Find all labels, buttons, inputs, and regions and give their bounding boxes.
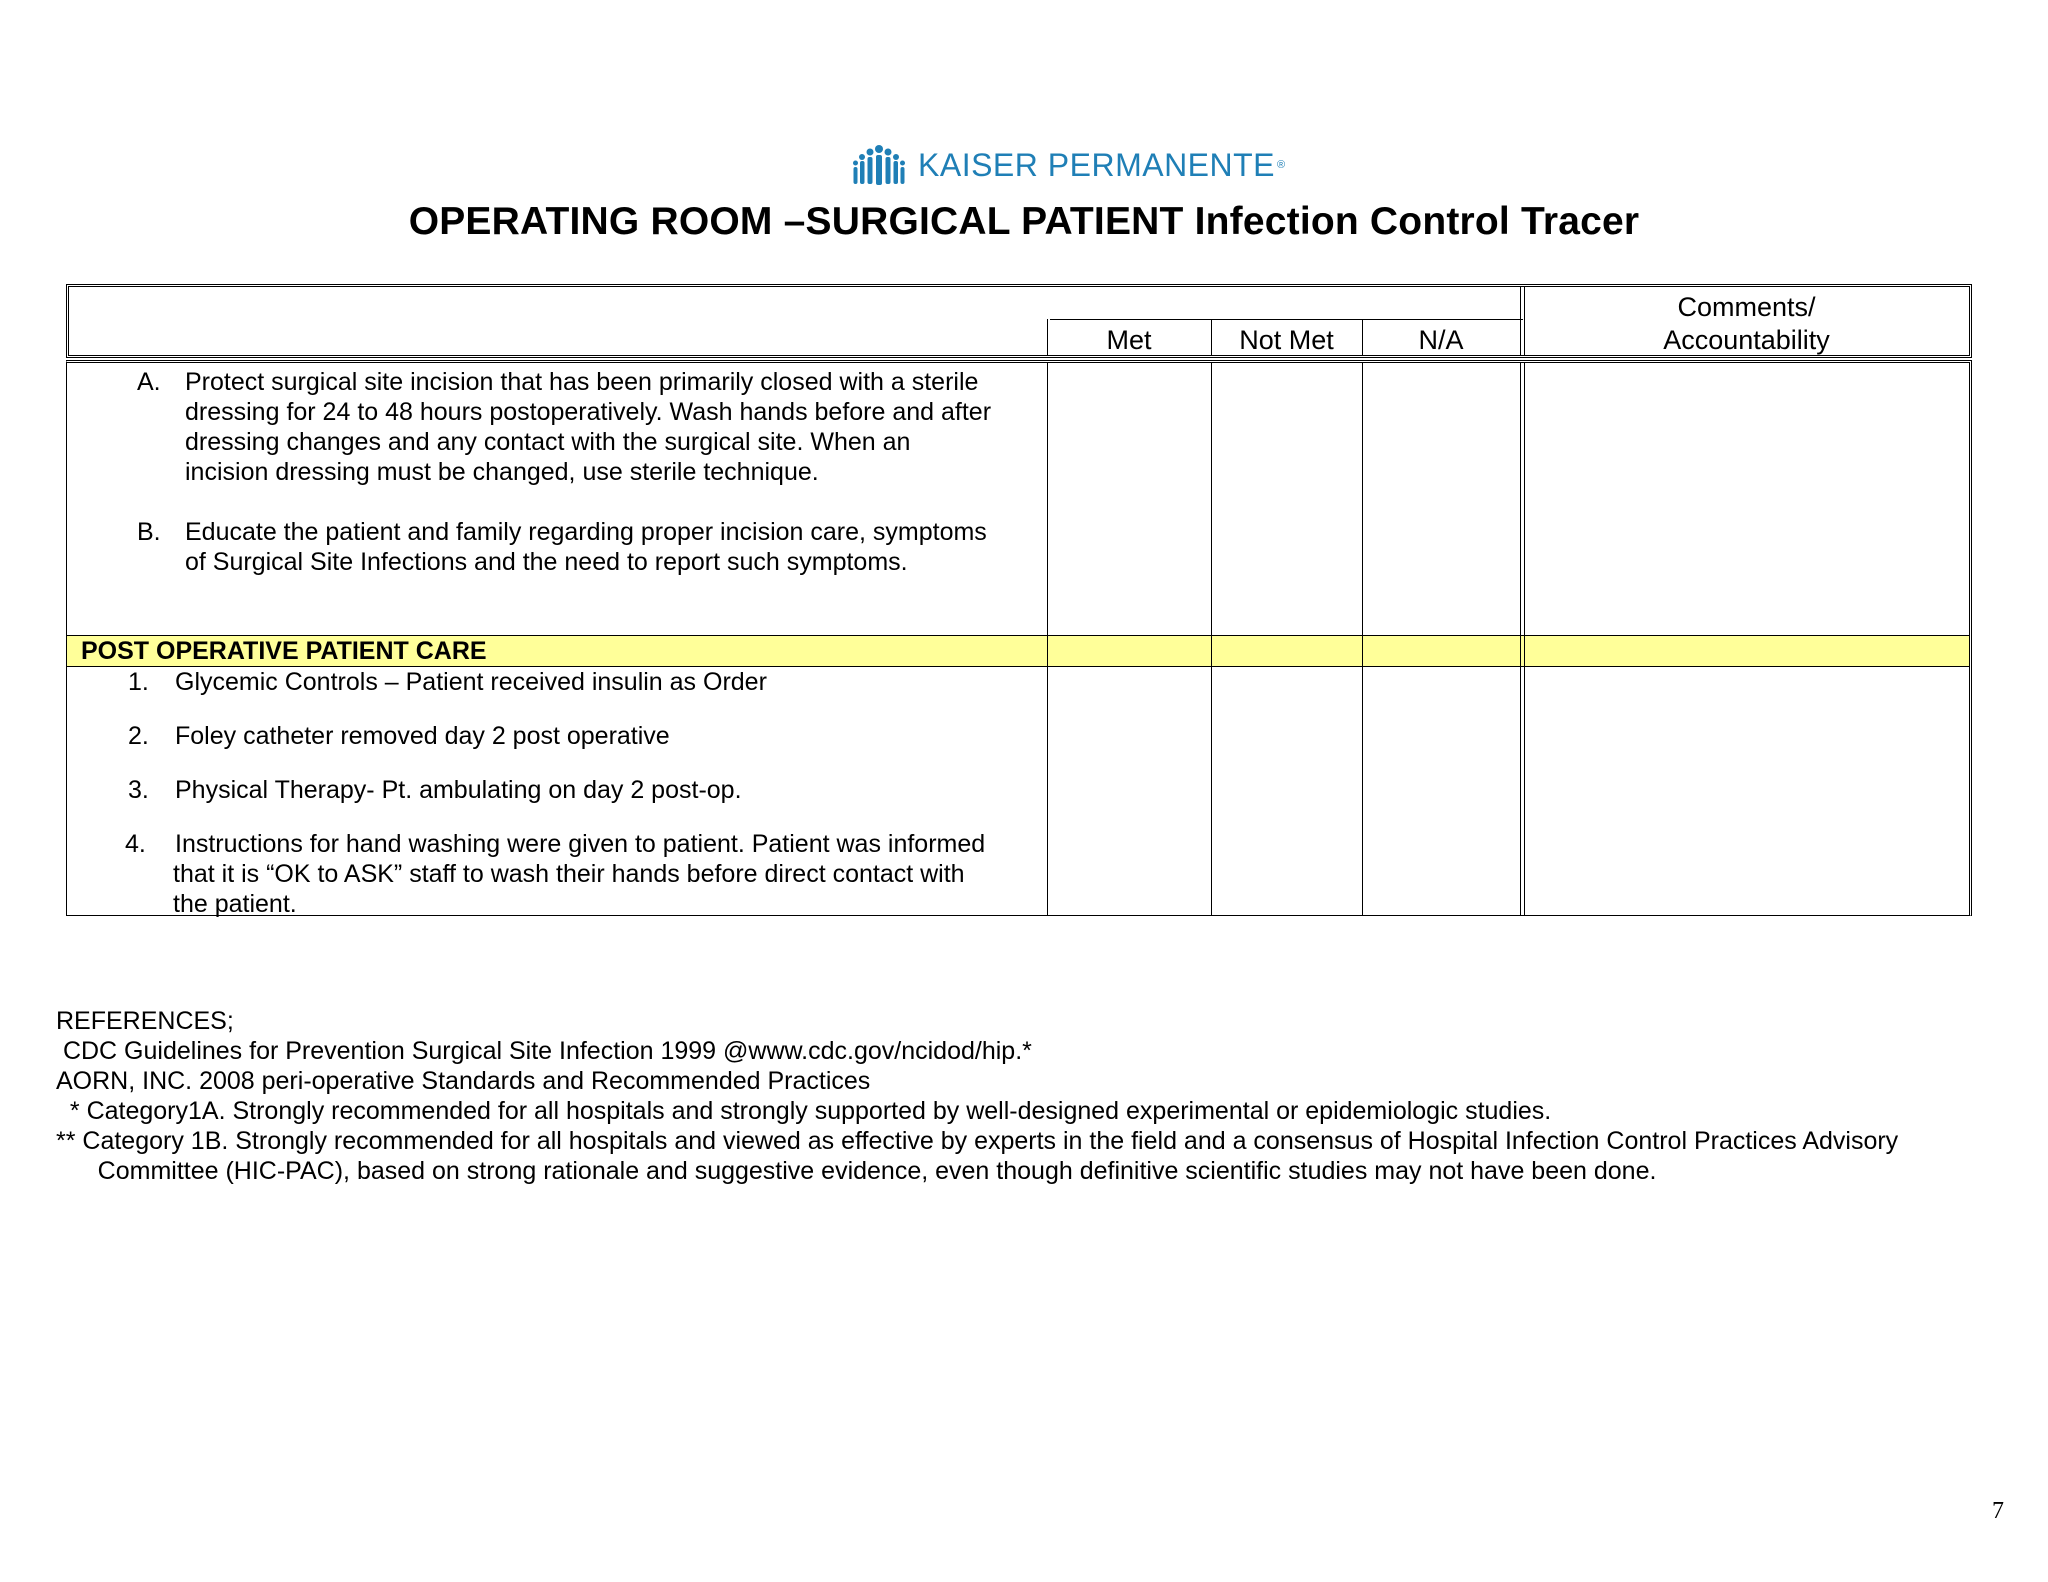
logo-registered-mark: ® [1277,159,1286,171]
references [56,1006,1898,1186]
list-item-line: that it is “OK to ASK” staff to wash their hands before direct contact with [173,860,965,888]
column-divider-double [1520,363,1525,915]
item-b-text [185,517,987,577]
item-a-line: dressing changes and any contact with the surgical site. When an [185,428,911,456]
table-header [66,284,1972,358]
item-a-text [185,367,991,487]
references-heading: REFERENCES; [56,1007,234,1035]
list-item-line: the patient. [173,890,297,918]
comments-header [1524,291,1969,357]
item-b-letter: B. [137,518,161,546]
page-number: 7 [1992,1498,2004,1524]
item-a-line: dressing for 24 to 48 hours postoperatively. Wash hands before and after [185,398,992,426]
column-divider [1211,363,1212,915]
column-divider [1047,363,1048,915]
item-a-letter: A. [137,368,161,396]
section-title: POST OPERATIVE PATIENT CARE [81,637,487,665]
tracer-table [66,360,1972,916]
not-met-header: Not Met [1239,325,1334,355]
reference-line: * Category1A. Strongly recommended for all hospitals and strongly supported by well-designed experimental or epidemiologic studies. [56,1097,1552,1125]
list-item [175,829,985,919]
list-item-number: 3. [128,776,149,804]
item-a-line: incision dressing must be changed, use sterile technique. [185,458,819,486]
list-item-number: 4. [125,830,146,858]
kaiser-permanente-logo [852,140,1285,190]
list-item: Physical Therapy- Pt. ambulating on day 2 post-op. [175,776,742,804]
list-item: Glycemic Controls – Patient received insulin as Order [175,668,767,696]
reference-line: Committee (HIC-PAC), based on strong rationale and suggestive evidence, even though definitive scientific studies may not have been done. [56,1157,1657,1185]
kaiser-people-icon [852,144,906,186]
logo-text: KAISER PERMANENTE [918,146,1276,183]
header-rule [1050,319,1523,320]
list-item-line: Instructions for hand washing were given to patient. Patient was informed [175,830,986,858]
comments-header-line2: Accountability [1663,325,1830,355]
list-item-number: 2. [128,722,149,750]
reference-line: ** Category 1B. Strongly recommended for all hospitals and viewed as effective by experts in the field and a consensus of Hospital Infection Control Practices Advisory [56,1127,1899,1155]
item-b-line: of Surgical Site Infections and the need to report such symptoms. [185,548,908,576]
item-a-line: Protect surgical site incision that has been primarily closed with a sterile [185,368,979,396]
reference-line: CDC Guidelines for Prevention Surgical Site Infection 1999 @www.cdc.gov/ncidod/hip.* [56,1037,1032,1065]
item-b-line: Educate the patient and family regarding proper incision care, symptoms [185,518,987,546]
met-header: Met [1106,325,1152,355]
reference-line: AORN, INC. 2008 peri-operative Standards and Recommended Practices [56,1067,871,1095]
comments-header-line1: Comments/ [1677,292,1816,322]
list-item: Foley catheter removed day 2 post operative [175,722,670,750]
list-item-number: 1. [128,668,149,696]
column-divider [1362,363,1363,915]
na-header: N/A [1418,325,1464,355]
page-title: OPERATING ROOM –SURGICAL PATIENT Infection Control Tracer [408,200,1640,243]
